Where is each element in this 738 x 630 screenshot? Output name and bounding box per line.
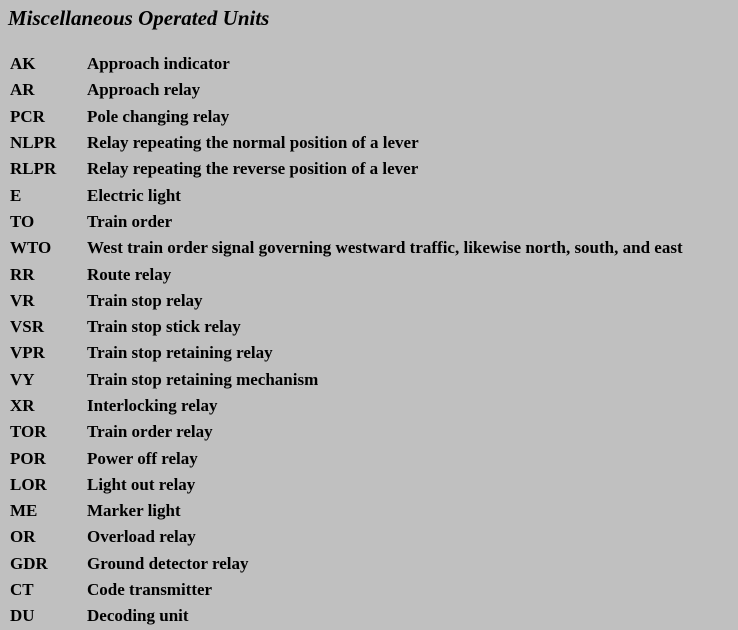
abbreviation-description: Relay repeating the reverse position of a lever: [87, 159, 419, 179]
table-row: [10, 261, 683, 287]
abbreviation-code: RR: [10, 264, 35, 284]
abbreviation-description: Train stop stick relay: [87, 317, 241, 337]
abbreviation-code: VSR: [10, 317, 45, 337]
table-row: [10, 419, 683, 445]
abbreviation-description: West train order signal governing westward traffic, likewise north, south, and east: [87, 238, 683, 258]
table-row: [10, 235, 683, 261]
abbreviation-code: POR: [10, 448, 46, 468]
abbreviation-code: DU: [10, 606, 35, 626]
table-row: [10, 472, 683, 498]
table-row: [10, 209, 683, 235]
abbreviation-code: VR: [10, 290, 35, 310]
page-title: Miscellaneous Operated Units: [8, 6, 270, 30]
abbreviation-description: Relay repeating the normal position of a lever: [87, 133, 419, 153]
abbreviation-description: Approach indicator: [87, 54, 230, 74]
abbreviation-description: Decoding unit: [87, 606, 189, 626]
table-row: [10, 577, 683, 603]
abbreviation-code: ME: [10, 501, 38, 521]
abbreviation-description: Electric light: [87, 185, 181, 205]
abbreviation-code: WTO: [10, 238, 52, 258]
abbreviation-code: NLPR: [10, 133, 57, 153]
abbreviation-code: RLPR: [10, 159, 57, 179]
abbreviation-code: CT: [10, 580, 34, 600]
table-row: [10, 182, 683, 208]
abbreviation-description: Marker light: [87, 501, 181, 521]
abbreviation-description: Route relay: [87, 264, 172, 284]
abbreviation-code: TOR: [10, 422, 47, 442]
abbreviation-code: GDR: [10, 553, 48, 573]
abbreviation-code: AR: [10, 80, 35, 100]
abbreviation-description: Code transmitter: [87, 580, 213, 600]
table-row: [10, 551, 683, 577]
abbreviation-description: Train stop retaining relay: [87, 343, 273, 363]
abbreviation-code: AK: [10, 54, 36, 74]
table-row: [10, 603, 683, 629]
abbreviation-description: Approach relay: [87, 80, 201, 100]
abbreviation-code: TO: [10, 211, 35, 231]
abbreviation-code: LOR: [10, 474, 47, 494]
abbreviation-description: Ground detector relay: [87, 553, 249, 573]
abbreviation-code: PCR: [10, 106, 45, 126]
abbreviation-code: XR: [10, 396, 35, 415]
table-row: [10, 104, 683, 130]
table-row: [10, 340, 683, 366]
table-row: [10, 51, 683, 77]
abbreviation-description: Train order: [87, 211, 173, 231]
table-row: [10, 130, 683, 156]
abbreviation-description: Train stop retaining mechanism: [87, 369, 319, 389]
abbreviation-description: Interlocking relay: [87, 396, 218, 415]
table-row: [10, 524, 683, 550]
table-row: [10, 367, 683, 393]
abbreviation-code: VY: [10, 369, 35, 389]
abbreviation-code: E: [10, 185, 22, 205]
table-row: [10, 445, 683, 471]
table-row: [10, 288, 683, 314]
table-row: [10, 77, 683, 103]
table-row: [10, 393, 683, 419]
abbreviation-description: Power off relay: [87, 448, 198, 468]
abbreviation-description: Train order relay: [87, 422, 213, 442]
abbreviation-description: Overload relay: [87, 527, 196, 547]
table-row: [10, 314, 683, 340]
abbreviation-code: VPR: [10, 343, 45, 363]
abbreviation-description: Light out relay: [87, 474, 196, 494]
table-row: [10, 156, 683, 182]
table-row: [10, 498, 683, 524]
abbreviation-description: Train stop relay: [87, 290, 203, 310]
abbreviation-table: [10, 51, 683, 630]
abbreviation-description: Pole changing relay: [87, 106, 230, 126]
abbreviation-code: OR: [10, 527, 36, 547]
